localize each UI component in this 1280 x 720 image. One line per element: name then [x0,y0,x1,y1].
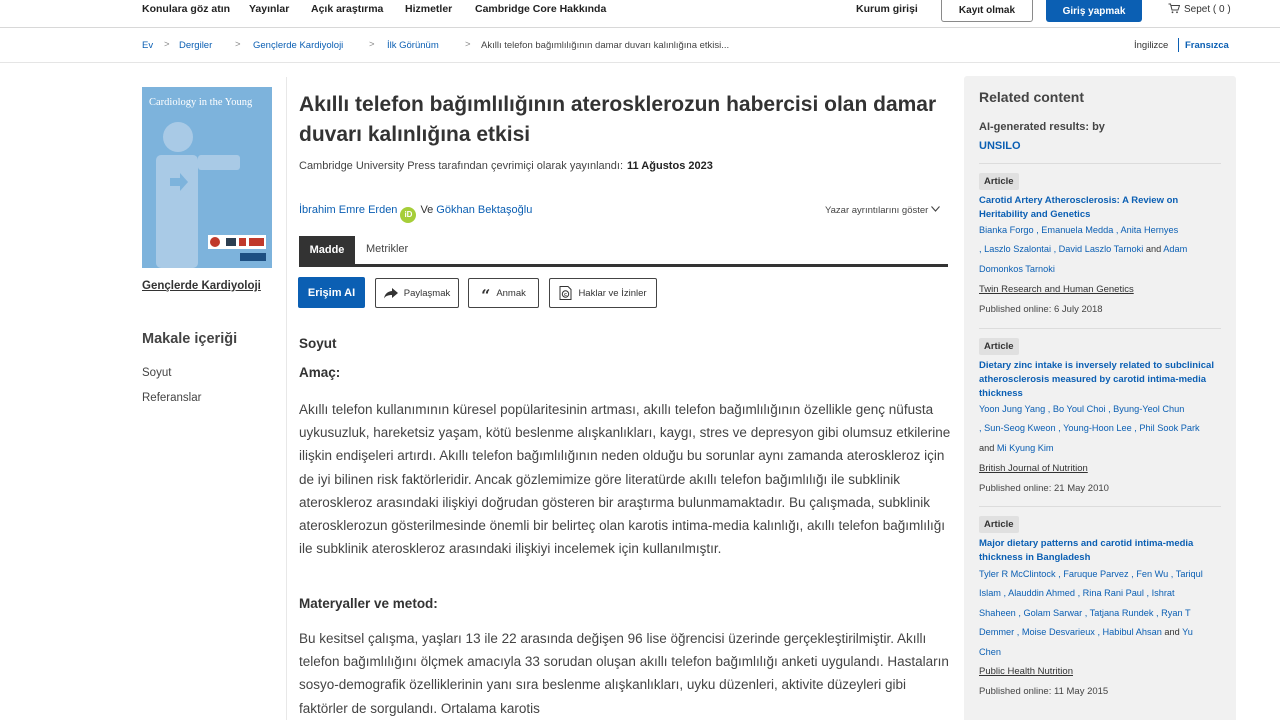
related-article-authors [979,221,1223,279]
svg-text:c: c [564,292,568,298]
author-line[interactable]: Yu [1182,627,1193,638]
top-navigation [0,0,1280,28]
language-french[interactable]: Fransızca [1185,40,1229,51]
tab-article[interactable]: Madde [299,236,355,264]
related-content-heading: Related content [979,89,1085,105]
rights-permissions-button[interactable] [549,278,657,308]
author-line[interactable]: Adam [1163,244,1188,255]
published-by-label: Cambridge University Press tarafından çevrimiçi olarak yayınlandı: [299,160,624,172]
institution-login-link[interactable]: Kurum girişi [856,3,918,15]
nav-open-research[interactable]: Açık araştırma [311,3,384,15]
author-line [979,623,1223,642]
article-type-badge: Article [979,338,1019,355]
language-divider [1178,38,1179,52]
related-article-journal[interactable]: Public Health Nutrition [979,666,1073,677]
author-conjunction: and [1164,627,1180,638]
cite-button[interactable] [468,278,539,308]
breadcrumb-home[interactable]: Ev [142,40,154,51]
cover-title: Cardiology in the Young [149,97,253,108]
related-article-journal[interactable]: British Journal of Nutrition [979,463,1088,474]
author-line[interactable]: Domonkos Tarnoki [979,263,1055,274]
nav-services[interactable]: Hizmetler [405,3,453,15]
chevron-down-icon [931,206,940,212]
language-english[interactable]: İngilizce [1134,40,1169,51]
breadcrumb-journals[interactable]: Dergiler [179,40,213,51]
article-title: Akıllı telefon bağımlılığının aterosklerozun habercisi olan damar duvarı kalınlığına etkisi [299,93,937,146]
author-line[interactable]: Shaheen , Golam Sarwar , Tatjana Rundek , Ryan T [979,607,1191,618]
related-article-authors [979,565,1223,662]
author-line[interactable]: , Sun-Seog Kweon , Young-Hoon Lee , Phil Sook Park [979,423,1200,434]
author-link[interactable]: Gökhan Bektaşoğlu [436,204,533,216]
breadcrumb-separator: > [164,39,170,50]
divider [979,506,1221,507]
share-icon [384,288,398,299]
author-line[interactable]: Islam , Alauddin Ahmed , Rina Rani Paul , Ishrat [979,588,1175,599]
author-line[interactable]: Chen [979,646,1001,657]
related-article-link[interactable]: Dietary zinc intake is inversely related to subclinical atherosclerosis measured by carotid intima-media thickness [979,360,1214,399]
tab-metrics[interactable]: Metrikler [366,243,409,255]
publication-info [299,160,713,172]
breadcrumb-current: Akıllı telefon bağımlılığının damar duvarı kalınlığına etkisi... [481,40,730,51]
show-author-details-toggle[interactable] [825,205,940,216]
related-article-date: Published online: 11 May 2015 [979,686,1109,697]
breadcrumb-separator: > [235,39,241,50]
related-article-date: Published online: 21 May 2010 [979,483,1109,494]
toc-item-references[interactable]: Referanslar [142,392,202,404]
breadcrumb-separator: > [369,39,375,50]
author-link[interactable]: İbrahim Emre Erden [299,204,398,216]
login-button[interactable]: Giriş yapmak [1046,0,1142,22]
quote-icon: “ [481,285,491,305]
orcid-icon[interactable]: iD [400,207,416,223]
column-divider [286,77,287,720]
author-line[interactable]: Bianka Forgo , Emanuela Medda , Anita Hernyes [979,225,1179,235]
related-article-link[interactable]: Carotid Artery Atherosclerosis: A Review on Heritability and Genetics [979,195,1179,220]
access-button[interactable]: Erişim AI [298,277,365,308]
author-list [299,204,532,223]
cover-figure-illustration [142,87,272,268]
toc-item-abstract[interactable]: Soyut [142,367,172,379]
cart-link[interactable] [1168,3,1231,15]
breadcrumb [0,29,1280,63]
author-line [979,240,1223,259]
author-details-label: Yazar ayrıntılarını göster [825,205,929,216]
related-article-journal[interactable]: Twin Research and Human Genetics [979,284,1134,295]
journal-name-link[interactable]: Gençlerde Kardiyoloji [142,280,261,292]
article-contents-heading: Makale içeriği [142,331,238,347]
breadcrumb-journal[interactable]: Gençlerde Kardiyoloji [253,40,344,51]
cart-label: Sepet ( 0 ) [1184,4,1231,15]
divider [979,328,1221,329]
article-type-badge: Article [979,516,1019,533]
nav-publications[interactable]: Yayınlar [249,3,290,15]
author-line[interactable]: Demmer , Moise Desvarieux , Habibul Ahsan [979,627,1162,638]
related-article-link[interactable]: Major dietary patterns and carotid intima-media thickness in Bangladesh [979,538,1194,563]
author-line[interactable]: Yoon Jung Yang , Bo Youl Choi , Byung-Yeol Chun [979,404,1185,414]
unsilo-link[interactable]: UNSILO [979,140,1021,152]
breadcrumb-separator: > [465,39,471,50]
author-line [979,439,1223,458]
journal-cover-image[interactable] [142,87,272,268]
divider [979,163,1221,164]
related-article-date: Published online: 6 July 2018 [979,304,1103,315]
abstract-heading: Soyut [299,336,337,351]
nav-browse-subjects[interactable]: Konulara göz atın [142,3,231,15]
nav-about-cambridge-core[interactable]: Cambridge Core Hakkında [475,3,607,15]
methods-heading: Materyaller ve metod: [299,596,438,611]
ai-results-label: AI-generated results: by [979,121,1105,133]
related-article-authors [979,400,1223,458]
author-conjunction: Ve [420,204,434,216]
tab-underline [299,264,948,267]
cite-label: Anmak [496,287,526,299]
share-label: Paylaşmak [403,287,451,299]
aim-heading: Amaç: [299,365,341,380]
breadcrumb-first-view[interactable]: İlk Görünüm [387,40,439,51]
author-conjunction: and [979,442,995,453]
author-line[interactable]: Tyler R McClintock , Faruque Parvez , Fen Wu , Tariqul [979,569,1203,579]
register-button[interactable]: Kayıt olmak [941,0,1033,22]
author-line[interactable]: , Laszlo Szalontai , David Laszlo Tarnoki [979,244,1144,255]
author-line[interactable]: Mi Kyung Kim [996,442,1054,453]
article-type-badge: Article [979,173,1019,190]
aim-paragraph: Akıllı telefon kullanımının küresel popülaritesinin artması, akıllı telefon bağımlılığının özellikle genç nüfusta uykusuzluk, hareketsiz yaşam, kötü beslenme alışkanlıkları, kaygı, stres ve depresyon gibi olumsuz etkilerine ilişkin endişeleri artırdı. Akıllı telefon bağımlılığının neden olduğu bu sorunlar aynı zamanda ateroskleroz için de iyi bilinen risk faktörleridir. Ancak gözlemimize göre literatürde akıllı telefon bağımlılığı ile subklinik ateroskleroz arasındaki ilişkiyi doğrudan gösteren bir araştırma bulunmamaktadır. Bu çalışmada, subklinik aterosklerozun gösterilmesinde önemli bir belirteç olan karotis intima-media kalınlığı, akıllı telefon bağımlılığı ile subklinik ateroskleroz arasındaki ilişkiyi incelemek için kullanılmıştır. [299,402,951,557]
share-button[interactable] [375,278,459,308]
published-date: 11 Ağustos 2023 [627,160,713,172]
rights-label: Haklar ve İzinler [578,287,647,299]
cart-icon [1168,3,1180,14]
copyright-document-icon [559,286,572,300]
methods-paragraph: Bu kesitsel çalışma, yaşları 13 ile 22 arasında değişen 96 lise öğrencisi üzerinde gerçekleştirilmiştir. Akıllı telefon bağımlılığını ölçmek amacıyla 33 sorudan oluşan akıllı telefon bağımlılığı anketi uygulandı. Hastaların sosyo-demografik özelliklerinin yanı sıra beslenme alışkanlıkları, uyku düzenleri, aktivite düzeyleri gibi faktörler de sorgulandı. Ortalama karotis [299,631,949,716]
author-conjunction: and [1145,244,1162,255]
